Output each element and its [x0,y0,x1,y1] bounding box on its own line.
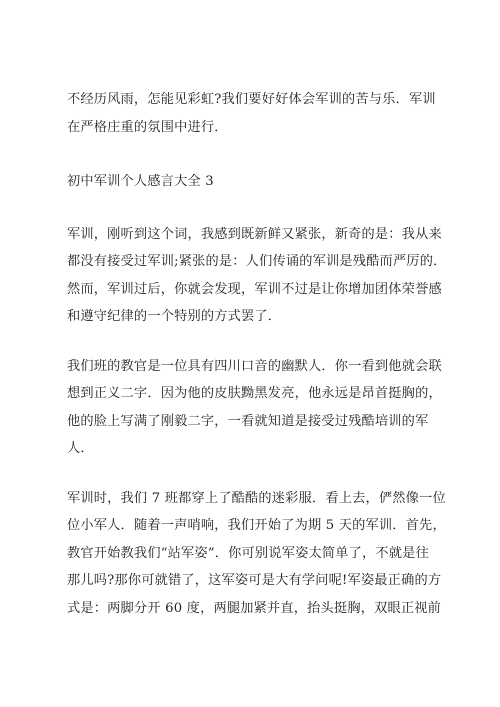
paragraph-2-line-4: 和遵守纪律的一个特别的方式罢了． [67,309,282,324]
paragraph-4-line-3: 教官开始教我们“站军姿”．你可别说军姿太简单了，不就是往 [67,546,429,561]
paragraph-3-line-1: 我们班的教官是一位具有四川口音的幽默人．你一看到他就会联 [67,359,442,374]
paragraph-4-line-4: 那儿吗?那你可就错了，这军姿可是大有学问呢!军姿最正确的方 [67,573,442,588]
paragraph-2-line-2: 都没有接受过军训;紧张的是：人们传诵的军训是残酷而严厉的． [67,254,447,269]
paragraph-4-line-1: 军训时，我们 7 班都穿上了酷酷的迷彩服．看上去，俨然像一位 [67,491,446,506]
paragraph-2-line-3: 然而，军训过后，你就会发现，军训不过是让你增加团体荣誉感 [67,282,442,297]
paragraph-1-line-1: 不经历风雨，怎能见彩虹?我们要好好体会军训的苦与乐．军训 [67,92,436,107]
paragraph-2-line-1: 军训，刚听到这个词，我感到既新鲜又紧张，新奇的是：我从来 [67,227,442,242]
paragraph-3-line-3: 他的脸上写满了刚毅二字，一看就知道是接受过残酷培训的军 [67,414,429,429]
section-heading: 初中军训个人感言大全 3 [67,174,214,189]
paragraph-4-line-2: 位小军人．随着一声哨响，我们开始了为期 5 天的军训．首先， [67,518,446,533]
paragraph-1-line-2: 在严格庄重的氛围中进行． [67,120,228,135]
paragraph-3-line-2: 想到正义二字．因为他的皮肤黝黑发亮，他永远是昂首挺胸的， [67,386,442,401]
paragraph-4-line-5: 式是：两脚分开 60 度，两腿加紧并直，抬头挺胸，双眼正视前 [67,601,442,616]
paragraph-3-line-4: 人． [67,441,94,456]
